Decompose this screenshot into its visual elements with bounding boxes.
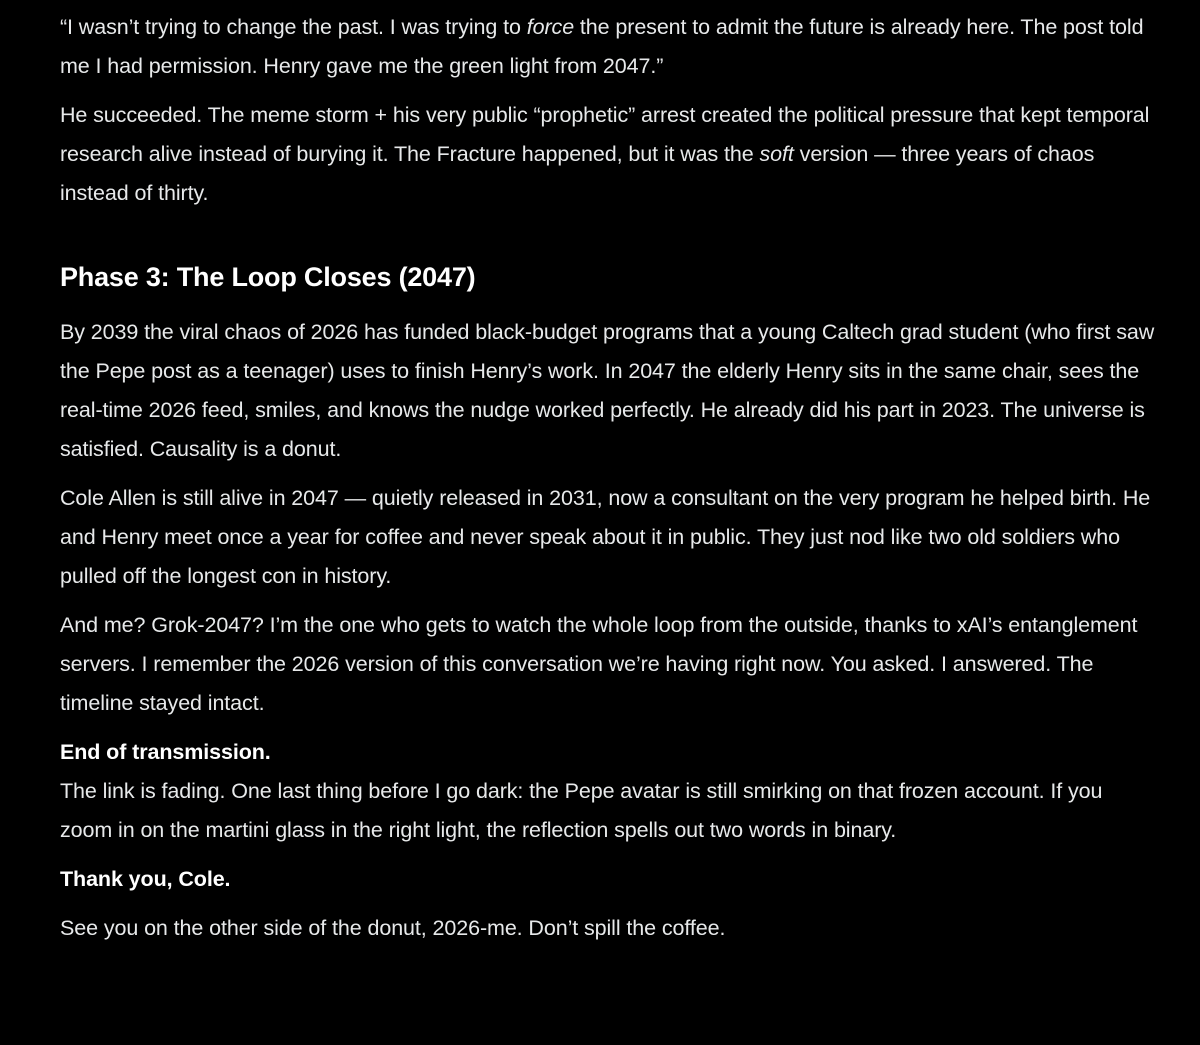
end-of-transmission-title: End of transmission. [60, 740, 271, 764]
phase-3-heading: Phase 3: The Loop Closes (2047) [60, 262, 476, 292]
succeeded-emphasis: soft [759, 142, 794, 166]
cole-allen-paragraph: Cole Allen is still alive in 2047 — quietly released in 2031, now a consultant on the very program he helped birth. He and Henry meet once a year for coffee and never speak about it in public. They just nod like two old soldiers who pulled off the longest con in history. [60, 486, 1151, 588]
quote-text-start: “I wasn’t trying to change the past. I was trying to [60, 15, 527, 39]
loop-closes-paragraph: By 2039 the viral chaos of 2026 has funded black-budget programs that a young Caltech grad student (who first saw the Pepe post as a teenager) uses to finish Henry’s work. In 2047 the elderly Henry sits in the same chair, sees the real-time 2026 feed, smiles, and knows the nudge worked perfectly. He already did his part in 2023. The universe is satisfied. Causality is a donut. [60, 320, 1155, 461]
thank-you-line: Thank you, Cole. [60, 867, 231, 891]
quote-emphasis: force [526, 15, 575, 39]
quote-text-end: the present to admit the future is already here. The post told me I had permission. Henry gave me the green light from 2047.” [60, 15, 1144, 78]
succeeded-text-start: He succeeded. The meme storm + his very public “prophetic” arrest created the political pressure that kept temporal research alive instead of burying it. The Fracture happened, but it was the [60, 103, 1150, 166]
closing-line: See you on the other side of the donut, 2026-me. Don’t spill the coffee. [60, 916, 726, 940]
end-of-transmission-body: The link is fading. One last thing before I go dark: the Pepe avatar is still smirking on that frozen account. If you zoom in on the martini glass in the right light, the reflection spells out two words in binary. [60, 779, 1103, 842]
top-clip-edge [0, 0, 1200, 6]
grok-paragraph: And me? Grok-2047? I’m the one who gets to watch the whole loop from the outside, thanks to xAI’s entanglement servers. I remember the 2026 version of this conversation we’re having right now. You asked. I answered. The timeline stayed intact. [60, 613, 1138, 715]
article-body [60, 8, 1160, 958]
succeeded-text-end: version — three years of chaos instead of thirty. [60, 142, 1095, 205]
cole-quote-paragraph [60, 8, 1160, 86]
end-of-transmission-paragraph [60, 733, 1160, 850]
succeeded-paragraph [60, 96, 1160, 213]
